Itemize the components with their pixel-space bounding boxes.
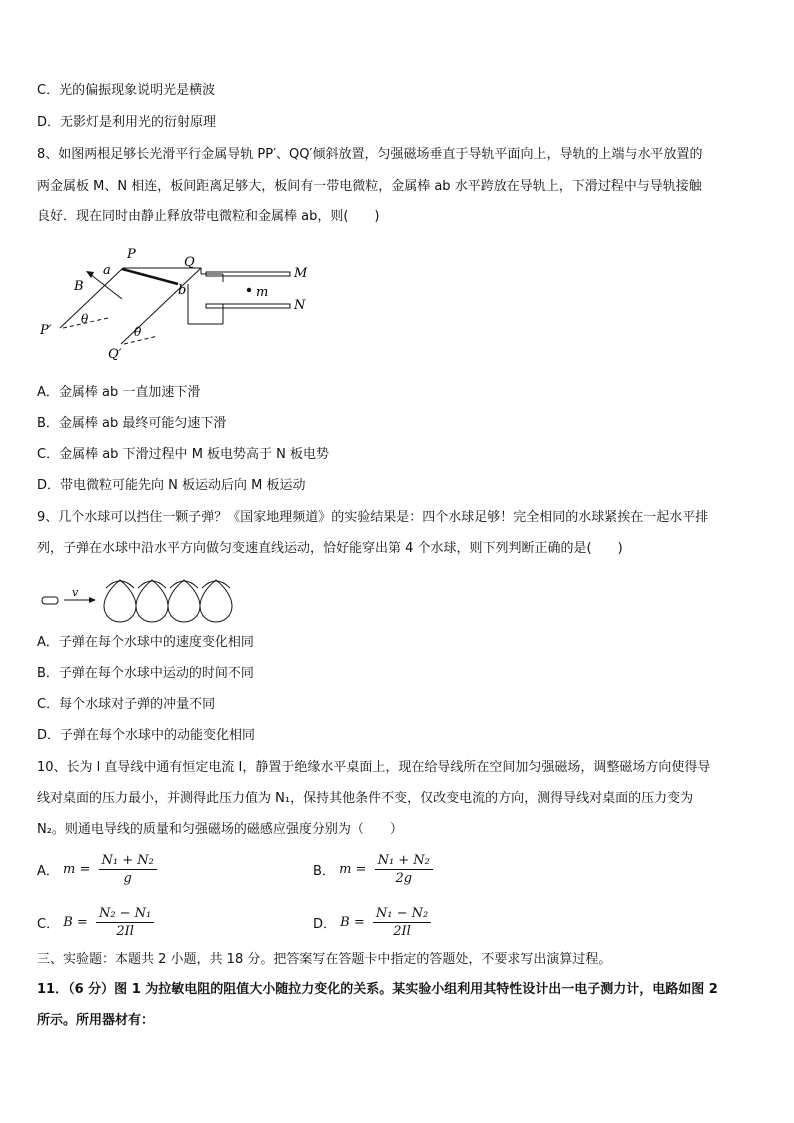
q10-option-d-lhs: B =	[340, 915, 365, 930]
label-theta-1: θ	[81, 312, 89, 326]
q10-option-d	[313, 906, 431, 939]
q9-option-c: C．每个水球对子弹的冲量不同	[37, 697, 216, 712]
label-Q: Q	[184, 255, 195, 270]
label-theta-2: θ	[134, 325, 142, 339]
label-B: B	[74, 279, 84, 294]
q9-option-b: B．子弹在每个水球中运动的时间不同	[37, 666, 254, 681]
q10-option-b-num: N₁ + N₂	[375, 853, 433, 870]
label-Q-prime: Q′	[108, 347, 122, 362]
label-m: m	[256, 285, 269, 300]
q9-text-2: 列，子弹在水球中沿水平方向做匀变速直线运动，恰好能穿出第 4 个水球，则下列判断正确的是( )	[37, 541, 623, 556]
label-P-prime: P′	[40, 323, 52, 338]
q8-text-3: 良好．现在同时由静止释放带电微粒和金属棒 ab，则( )	[37, 209, 380, 224]
q10-option-c-num: N₂ − N₁	[96, 906, 154, 923]
q10-text-2: 线对桌面的压力最小，并测得此压力值为 N₁，保持其他条件不变，仅改变电流的方向，测得导线对桌面的压力变为	[37, 791, 694, 806]
q8-text-2: 两金属板 M、N 相连，板间距离足够大，板间有一带电微粒，金属棒 ab 水平跨放在导轨上，下滑过程中与导轨接触	[37, 179, 702, 194]
q10-option-d-den: 2Il	[393, 924, 411, 939]
q10-option-c-fraction	[96, 906, 154, 939]
q10-option-c-lhs: B =	[63, 915, 88, 930]
label-M: M	[294, 266, 308, 281]
q10-option-c	[37, 906, 154, 939]
label-v: v	[72, 586, 79, 599]
q11-text-1: 11．（6 分）图 1 为拉敏电阻的阻值大小随拉力变化的关系。某实验小组利用其特性设计出一电子测力计，电路如图 2	[37, 982, 718, 997]
q10-option-a-fraction	[99, 853, 157, 886]
q10-option-d-label: D．	[313, 917, 337, 932]
option-c-prev: C．光的偏振现象说明光是横波	[37, 83, 216, 98]
q10-option-d-num: N₁ − N₂	[373, 906, 431, 923]
q10-option-a-label: A．	[37, 864, 59, 879]
q8-figure	[38, 244, 328, 364]
q10-option-a	[37, 853, 157, 886]
q10-option-b-lhs: m =	[339, 862, 367, 877]
q9-option-a: A．子弹在每个水球中的速度变化相同	[37, 635, 254, 650]
label-a: a	[103, 263, 111, 278]
label-P: P	[127, 247, 136, 262]
label-N: N	[294, 298, 306, 313]
q11-text-2: 所示。所用器材有：	[37, 1013, 155, 1028]
q9-text-1: 9、几个水球可以挡住一颗子弹？《国家地理频道》的实验结果是：四个水球足够！完全相同的水球紧挨在一起水平排	[37, 510, 709, 525]
q10-option-a-lhs: m =	[63, 862, 91, 877]
q10-option-b	[313, 853, 433, 886]
q10-option-d-fraction	[373, 906, 431, 939]
q10-option-c-den: 2Il	[116, 924, 134, 939]
q10-option-a-den: g	[123, 871, 132, 886]
q10-text-1: 10、长为 l 直导线中通有恒定电流 I，静置于绝缘水平桌面上，现在给导线所在空间加匀强磁场，调整磁场方向使得导	[37, 760, 711, 775]
q10-option-b-fraction	[375, 853, 433, 886]
label-b: b	[178, 283, 187, 298]
q8-text-1: 8、如图两根足够长光滑平行金属导轨 PP′、QQ′倾斜放置，匀强磁场垂直于导轨平面向上，导轨的上端与水平放置的	[37, 147, 703, 162]
q10-option-b-den: 2g	[395, 871, 413, 886]
q8-option-a: A．金属棒 ab 一直加速下滑	[37, 385, 201, 400]
q9-figure	[38, 564, 248, 624]
q8-option-c: C．金属棒 ab 下滑过程中 M 板电势高于 N 板电势	[37, 447, 330, 462]
q8-option-d: D．带电微粒可能先向 N 板运动后向 M 板运动	[37, 478, 306, 493]
q10-text-3: N₂。则通电导线的质量和匀强磁场的磁感应强度分别为（ ）	[37, 822, 403, 837]
q10-option-c-label: C．	[37, 917, 60, 932]
section-3-heading: 三、实验题：本题共 2 小题，共 18 分。把答案写在答题卡中指定的答题处，不要求写出演算过程。	[37, 952, 612, 967]
option-d-prev: D．无影灯是利用光的衍射原理	[37, 115, 217, 130]
q8-option-b: B．金属棒 ab 最终可能匀速下滑	[37, 416, 227, 431]
q9-option-d: D．子弹在每个水球中的动能变化相同	[37, 728, 256, 743]
q10-option-b-label: B．	[313, 864, 335, 879]
q10-option-a-num: N₁ + N₂	[99, 853, 157, 870]
